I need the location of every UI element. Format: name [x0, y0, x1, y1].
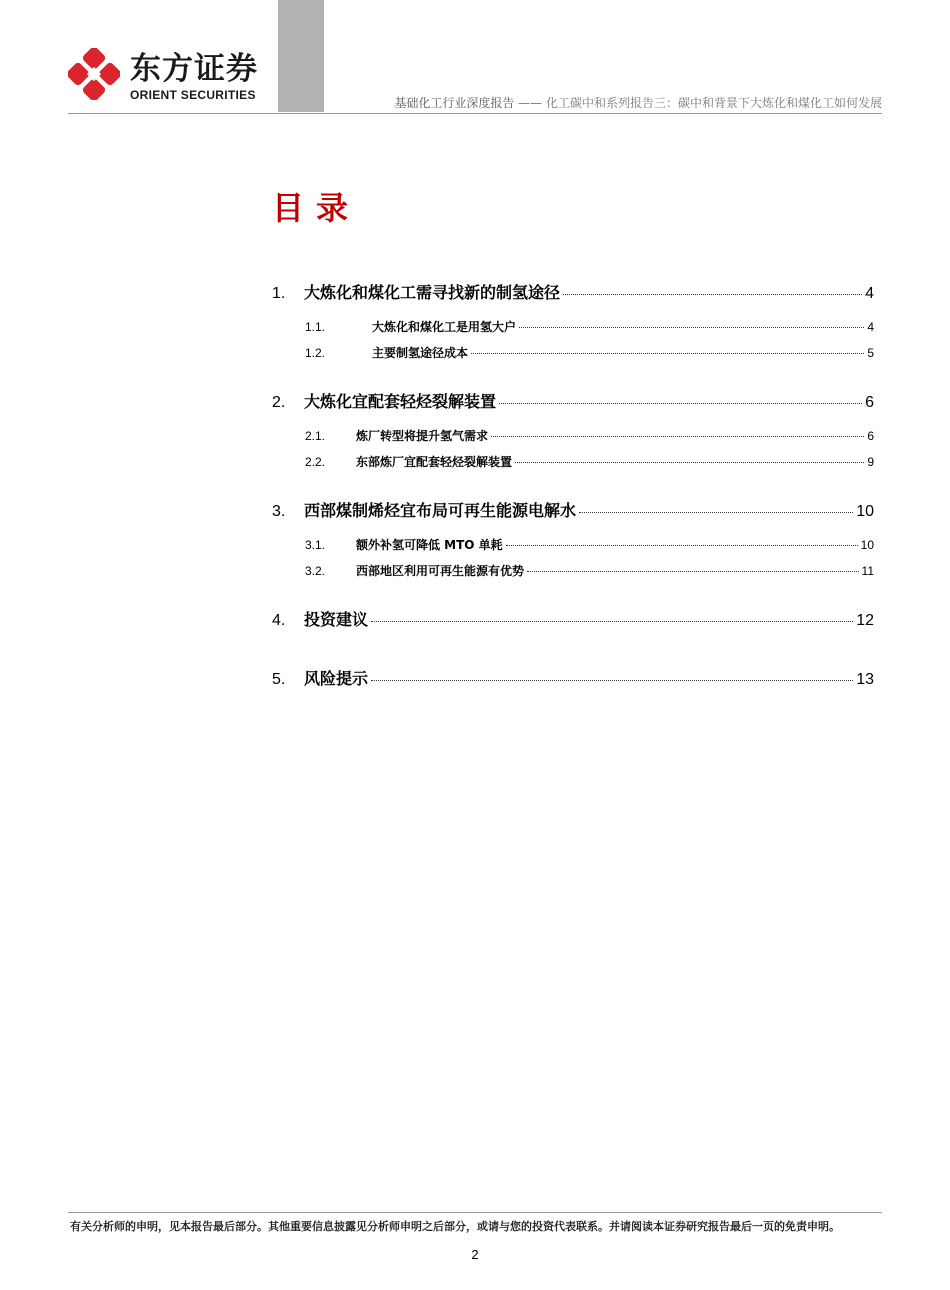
toc-entry-page: 13 [856, 671, 874, 688]
toc-entry-title: 大炼化和煤化工是用氢大户 [372, 320, 517, 334]
toc-entry-title: 东部炼厂宜配套轻烃裂解装置 [356, 455, 513, 469]
toc-entry-page: 11 [861, 564, 874, 578]
toc-dot-leader [506, 544, 858, 546]
toc-entry-number: 3.2. [305, 564, 326, 578]
toc-entry[interactable] [272, 427, 874, 444]
toc-dot-leader [491, 435, 864, 437]
toc-dot-leader [579, 511, 853, 513]
report-header-title [394, 94, 882, 111]
toc-entry-title: 西部煤制烯烃宜布局可再生能源电解水 [304, 501, 577, 520]
orient-logo-icon [68, 48, 120, 100]
footer-divider [68, 1212, 882, 1213]
toc-entry-title: 投资建议 [304, 610, 369, 629]
toc-entry-page: 4 [867, 320, 874, 334]
toc-entry[interactable] [272, 389, 874, 412]
toc-entry-number: 3. [272, 503, 286, 520]
toc-entry[interactable] [272, 498, 874, 521]
page-number: 2 [471, 1247, 479, 1262]
toc-dot-leader [471, 352, 864, 354]
toc-entry-number: 2.2. [305, 455, 326, 469]
toc-dot-leader [499, 402, 862, 404]
toc-entry-number: 4. [272, 612, 286, 629]
toc-entry[interactable] [272, 453, 874, 470]
toc-dot-leader [519, 326, 864, 328]
toc-dot-leader [515, 461, 864, 463]
toc-entry-title: 西部地区利用可再生能源有优势 [356, 564, 525, 578]
toc-entry-page: 6 [867, 429, 874, 443]
toc-entry[interactable] [272, 318, 874, 335]
toc-dot-leader [371, 679, 853, 681]
toc-entry[interactable] [272, 562, 874, 579]
logo-chinese-name: 东方证券 [130, 51, 258, 87]
toc-entry-page: 12 [856, 612, 874, 629]
toc-entry[interactable] [272, 666, 874, 689]
toc-dot-leader [371, 620, 853, 622]
toc-entry-title: 大炼化宜配套轻烃裂解装置 [304, 392, 497, 411]
toc-entry[interactable] [272, 344, 874, 361]
toc-entry[interactable] [272, 607, 874, 630]
toc-dot-leader [563, 293, 862, 295]
toc-entry-title: 炼厂转型将提升氢气需求 [356, 429, 489, 443]
toc-entry-number: 1.1. [305, 320, 326, 334]
toc-entry-page: 10 [860, 538, 874, 552]
company-logo [68, 48, 268, 108]
header-gray-block [278, 0, 324, 112]
header-separator: —— [518, 96, 543, 110]
toc-entry-title: 大炼化和煤化工需寻找新的制氢途径 [304, 283, 561, 302]
toc-entry[interactable] [272, 280, 874, 303]
toc-entry-number: 2.1. [305, 429, 326, 443]
toc-dot-leader [527, 570, 859, 572]
toc-entry-number: 1.2. [305, 346, 326, 360]
report-subtitle: 化工碳中和系列报告三：碳中和背景下大炼化和煤化工如何发展 [545, 96, 882, 110]
header-divider [68, 113, 882, 114]
toc-heading: 目录 [272, 189, 361, 227]
toc-entry[interactable] [272, 536, 874, 553]
logo-english-name: ORIENT SECURITIES [130, 88, 256, 102]
toc-entry-title: 主要制氢途径成本 [372, 346, 469, 360]
toc-entry-title: 额外补氢可降低 MTO 单耗 [356, 538, 503, 552]
toc-entry-number: 3.1. [305, 538, 326, 552]
toc-entry-page: 4 [865, 285, 874, 302]
toc-entry-title: 风险提示 [304, 669, 369, 688]
toc-entry-page: 9 [867, 455, 874, 469]
toc-entry-number: 5. [272, 671, 286, 688]
toc-entry-number: 1. [272, 285, 286, 302]
toc-entry-page: 6 [865, 394, 874, 411]
report-series: 基础化工行业深度报告 [394, 96, 515, 110]
footer-disclaimer: 有关分析师的申明，见本报告最后部分。其他重要信息披露见分析师申明之后部分，或请与您的投资代表联系。并请阅读本证券研究报告最后一页的免责申明。 [70, 1220, 840, 1233]
toc-entry-page: 10 [856, 503, 874, 520]
toc-entry-number: 2. [272, 394, 286, 411]
toc-entry-page: 5 [867, 346, 874, 360]
